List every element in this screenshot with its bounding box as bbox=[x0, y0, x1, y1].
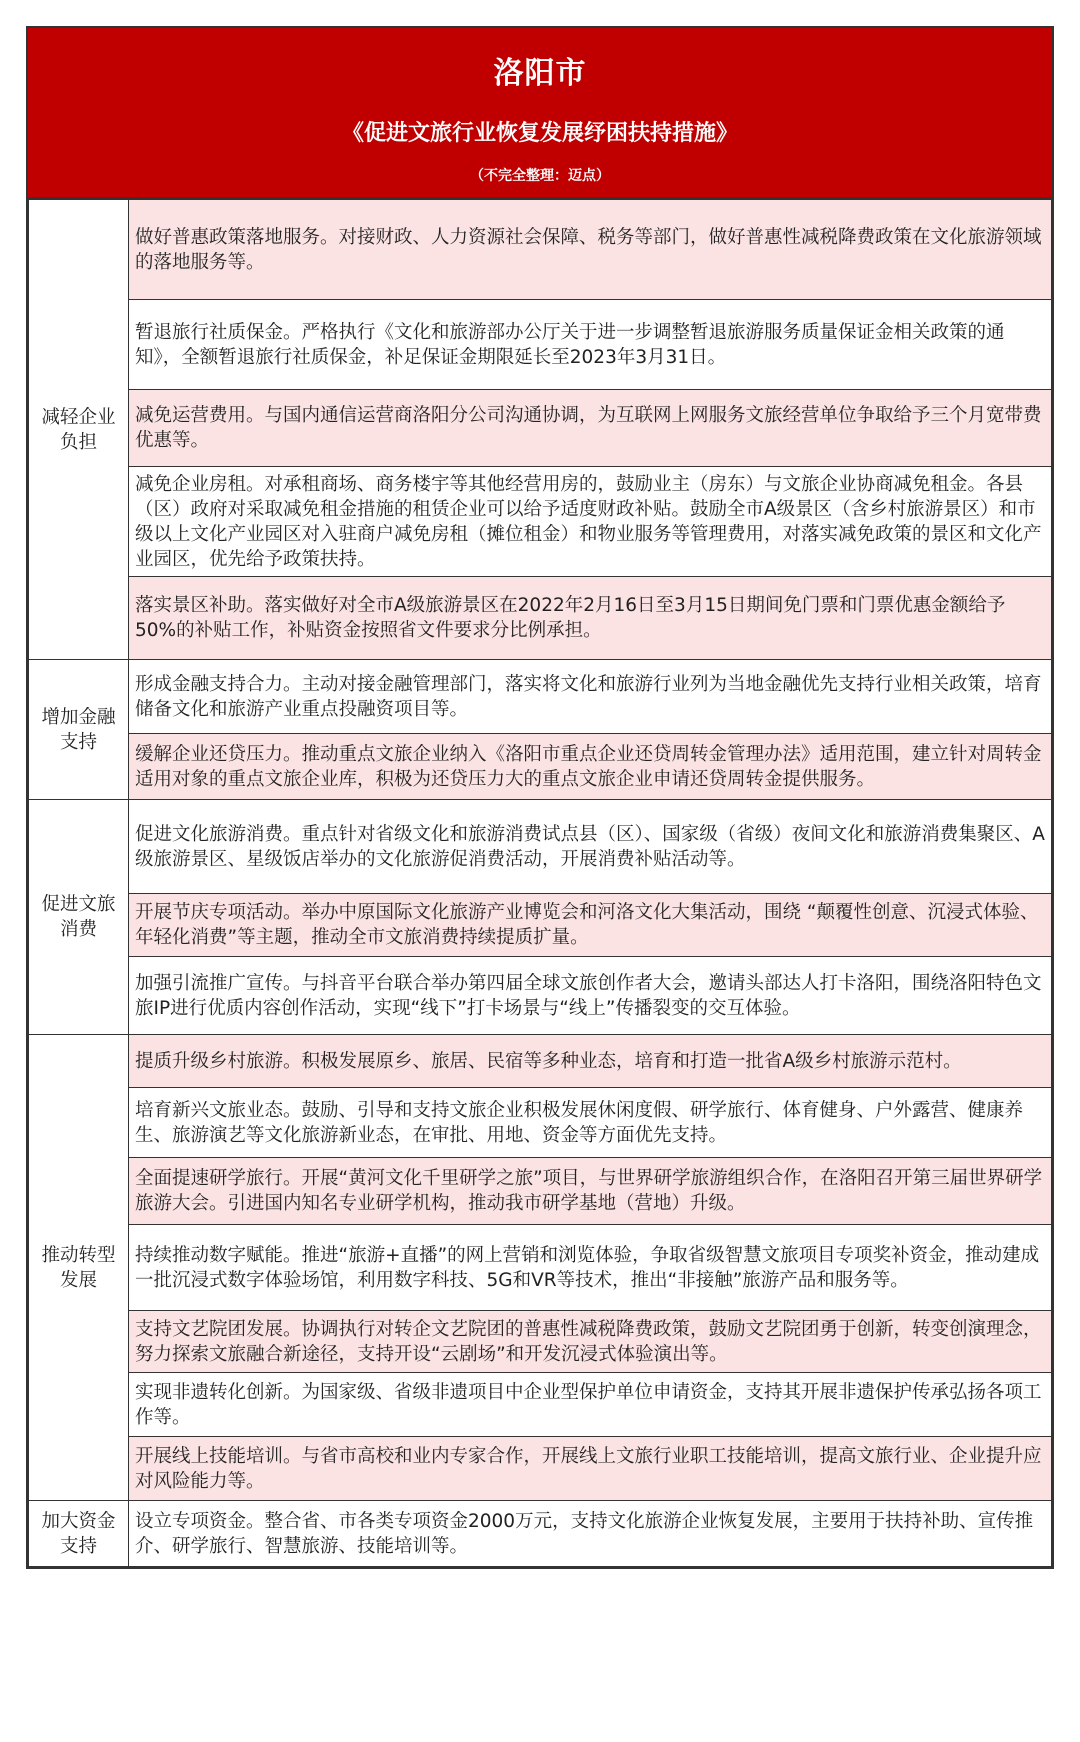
measure-cell: 暂退旅行社质保金。严格执行《文化和旅游部办公厅关于进一步调整暂退旅游服务质量保证金相关政策的通知》，全额暂退旅行社质保金，补足保证金期限延长至2023年3月31日。 bbox=[129, 300, 1052, 390]
table-row bbox=[29, 800, 1052, 894]
table-row bbox=[29, 1035, 1052, 1088]
measure-cell: 加强引流推广宣传。与抖音平台联合举办第四届全球文旅创作者大会，邀请头部达人打卡洛阳，围绕洛阳特色文旅IP进行优质内容创作活动，实现“线下”打卡场景与“线上”传播裂变的交互体验。 bbox=[129, 957, 1052, 1035]
measure-cell: 减免企业房租。对承租商场、商务楼宇等其他经营用房的，鼓励业主（房东）与文旅企业协商减免租金。各县（区）政府对采取减免租金措施的租赁企业可以给予适度财政补贴。鼓励全市A级景区（含乡村旅游景区）和市级以上文化产业园区对入驻商户减免房租（摊位租金）和物业服务等管理费用，对落实减免政策的景区和文化产业园区，优先给予政策扶持。 bbox=[129, 467, 1052, 577]
measure-cell: 支持文艺院团发展。协调执行对转企文艺院团的普惠性减税降费政策，鼓励文艺院团勇于创新，转变创演理念，努力探索文旅融合新途径，支持开设“云剧场”和开发沉浸式体验演出等。 bbox=[129, 1311, 1052, 1373]
table-row bbox=[29, 1373, 1052, 1437]
measure-cell: 全面提速研学旅行。开展“黄河文化千里研学之旅”项目，与世界研学旅游组织合作，在洛阳召开第三届世界研学旅游大会。引进国内知名专业研学机构，推动我市研学基地（营地）升级。 bbox=[129, 1158, 1052, 1225]
measure-cell: 培育新兴文旅业态。鼓励、引导和支持文旅企业积极发展休闲度假、研学旅行、体育健身、户外露营、健康养生、旅游演艺等文化旅游新业态，在审批、用地、资金等方面优先支持。 bbox=[129, 1088, 1052, 1158]
measure-cell: 做好普惠政策落地服务。对接财政、人力资源社会保障、税务等部门，做好普惠性减税降费政策在文化旅游领域的落地服务等。 bbox=[129, 200, 1052, 300]
category-cell: 促进文旅 消费 bbox=[29, 800, 129, 1035]
category-cell: 增加金融 支持 bbox=[29, 660, 129, 800]
page-subtitle: 《促进文旅行业恢复发展纾困扶持措施》 bbox=[341, 121, 738, 146]
measure-cell: 提质升级乡村旅游。积极发展原乡、旅居、民宿等多种业态，培育和打造一批省A级乡村旅游示范村。 bbox=[129, 1035, 1052, 1088]
table-row bbox=[29, 390, 1052, 467]
table-row bbox=[29, 1501, 1052, 1567]
table-row bbox=[29, 300, 1052, 390]
measure-cell: 形成金融支持合力。主动对接金融管理部门，落实将文化和旅游行业列为当地金融优先支持行业相关政策，培育储备文化和旅游产业重点投融资项目等。 bbox=[129, 660, 1052, 734]
measure-cell: 开展节庆专项活动。举办中原国际文化旅游产业博览会和河洛文化大集活动，围绕 “颠覆性创意、沉浸式体验、年轻化消费”等主题，推动全市文旅消费持续提质扩量。 bbox=[129, 894, 1052, 957]
measure-cell: 实现非遗转化创新。为国家级、省级非遗项目中企业型保护单位申请资金，支持其开展非遗保护传承弘扬各项工作等。 bbox=[129, 1373, 1052, 1437]
measure-cell: 开展线上技能培训。与省市高校和业内专家合作，开展线上文旅行业职工技能培训，提高文旅行业、企业提升应对风险能力等。 bbox=[129, 1437, 1052, 1501]
table-row bbox=[29, 957, 1052, 1035]
measures-table bbox=[28, 199, 1052, 1567]
table-row bbox=[29, 577, 1052, 660]
measure-cell: 持续推动数字赋能。推进“旅游+直播”的网上营销和浏览体验，争取省级智慧文旅项目专项奖补资金，推动建成一批沉浸式数字体验场馆，利用数字科技、5G和VR等技术，推出“非接触”旅游产品和服务等。 bbox=[129, 1225, 1052, 1311]
table-row bbox=[29, 200, 1052, 300]
source-note: （不完全整理：迈点） bbox=[470, 168, 610, 184]
category-cell: 减轻企业 负担 bbox=[29, 200, 129, 660]
table-row bbox=[29, 1225, 1052, 1311]
category-cell: 加大资金 支持 bbox=[29, 1501, 129, 1567]
measure-cell: 设立专项资金。整合省、市各类专项资金2000万元，支持文化旅游企业恢复发展，主要用于扶持补助、宣传推介、研学旅行、智慧旅游、技能培训等。 bbox=[129, 1501, 1052, 1567]
table-row bbox=[29, 1311, 1052, 1373]
category-cell: 推动转型 发展 bbox=[29, 1035, 129, 1501]
header-banner bbox=[28, 28, 1052, 199]
measure-cell: 落实景区补助。落实做好对全市A级旅游景区在2022年2月16日至3月15日期间免门票和门票优惠金额给予50%的补贴工作，补贴资金按照省文件要求分比例承担。 bbox=[129, 577, 1052, 660]
measure-cell: 缓解企业还贷压力。推动重点文旅企业纳入《洛阳市重点企业还贷周转金管理办法》适用范围，建立针对周转金适用对象的重点文旅企业库，积极为还贷压力大的重点文旅企业申请还贷周转金提供服务。 bbox=[129, 734, 1052, 800]
table-row bbox=[29, 1088, 1052, 1158]
table-row bbox=[29, 1437, 1052, 1501]
table-row bbox=[29, 1158, 1052, 1225]
page-title: 洛阳市 bbox=[493, 56, 587, 91]
table-row bbox=[29, 467, 1052, 577]
policy-sheet bbox=[26, 26, 1054, 1569]
table-row bbox=[29, 660, 1052, 734]
measure-cell: 促进文化旅游消费。重点针对省级文化和旅游消费试点县（区）、国家级（省级）夜间文化和旅游消费集聚区、A 级旅游景区、星级饭店举办的文化旅游促消费活动，开展消费补贴活动等。 bbox=[129, 800, 1052, 894]
measure-cell: 减免运营费用。与国内通信运营商洛阳分公司沟通协调，为互联网上网服务文旅经营单位争取给予三个月宽带费优惠等。 bbox=[129, 390, 1052, 467]
table-row bbox=[29, 894, 1052, 957]
table-row bbox=[29, 734, 1052, 800]
